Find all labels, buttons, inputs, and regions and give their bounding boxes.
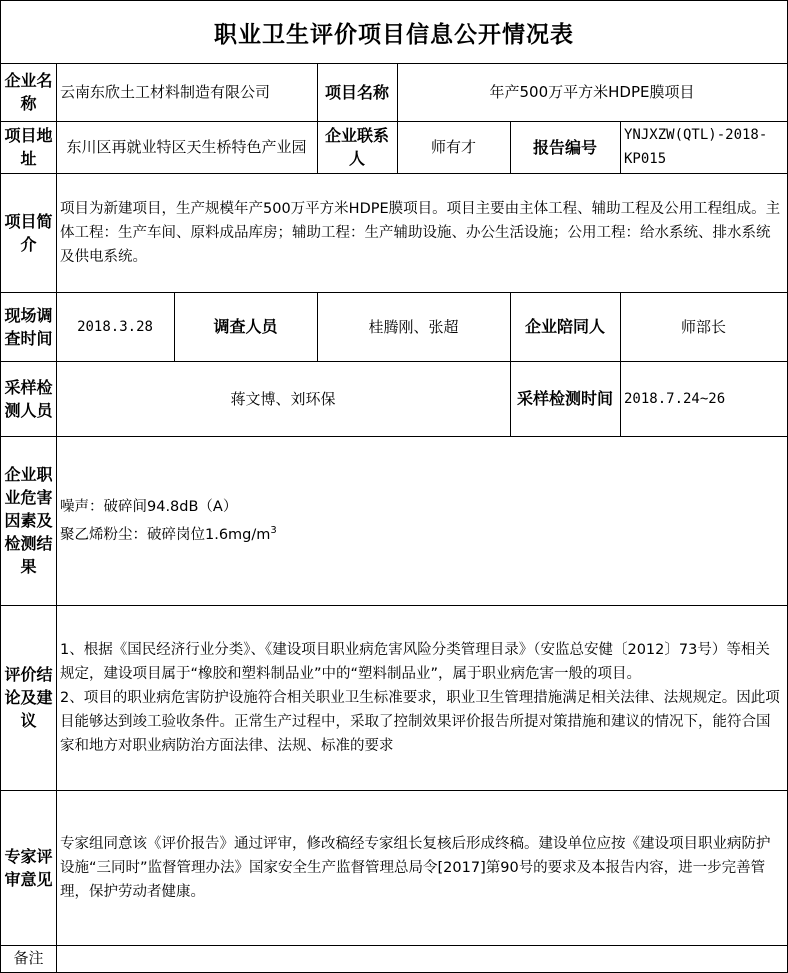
report-number-label: 报告编号 — [510, 121, 621, 174]
project-intro-text: 项目为新建项目，生产规模年产500万平方米HDPE膜项目。项目主要由主体工程、辅助工程及公用工程组成。主体工程：生产车间、原料成品库房；辅助工程：生产辅助设施、办公生活设施；公用工程：给水系统、排水系统及供电系统。 — [56, 173, 788, 293]
report-number-value: YNJXZW(QTL)-2018-KP015 — [620, 121, 788, 174]
hazard-factors-label: 企业职业危害因素及检测结果 — [0, 436, 57, 606]
expert-opinion-label: 专家评审意见 — [0, 790, 57, 946]
escort-label: 企业陪同人 — [510, 292, 621, 362]
survey-time-label: 现场调查时间 — [0, 292, 57, 362]
survey-staff-label: 调查人员 — [174, 292, 318, 362]
survey-staff-value: 桂腾刚、张超 — [317, 292, 511, 362]
cubic-superscript: 3 — [270, 524, 277, 536]
expert-opinion-text: 专家组同意该《评价报告》通过评审，修改稿经专家组长复核后形成终稿。建设单位应按《建设项目职业病防护设施“三同时”监督管理办法》国家安全生产监督管理总局令[2017]第90号的要求及本报告内容，进一步完善管理，保护劳动者健康。 — [56, 790, 788, 946]
sampling-time-label: 采样检测时间 — [510, 361, 621, 437]
project-address-label: 项目地址 — [0, 121, 57, 174]
company-name-label: 企业名称 — [0, 63, 57, 122]
conclusion-label: 评价结论及建议 — [0, 605, 57, 791]
company-name-value: 云南东欣土工材料制造有限公司 — [56, 63, 318, 122]
conclusion-paragraph-1: 1、根据《国民经济行业分类》、《建设项目职业病危害风险分类管理目录》（安监总安健〔2012〕73号）等相关规定，建设项目属于“橡胶和塑料制品业”中的“塑料制品业”，属于职业病危害一般的项目。 — [60, 641, 770, 682]
conclusion-paragraph-2: 2、项目的职业病危害防护设施符合相关职业卫生标准要求，职业卫生管理措施满足相关法律、法规规定。因此项目能够达到竣工验收条件。正常生产过程中，采取了控制效果评价报告所提对策措施和建议的情况下，能符合国家和地方对职业病防治方面法律、法规、标准的要求 — [60, 689, 780, 754]
sampling-staff-value: 蒋文博、刘环保 — [56, 361, 511, 437]
dust-result-text: 聚乙烯粉尘：破碎岗位1.6mg/m — [60, 526, 271, 543]
project-name-label: 项目名称 — [317, 63, 398, 122]
project-name-value: 年产500万平方米HDPE膜项目 — [397, 63, 788, 122]
contact-label: 企业联系人 — [317, 121, 398, 174]
noise-result: 噪声：破碎间94.8dB（A） — [60, 498, 238, 515]
sampling-staff-label: 采样检测人员 — [0, 361, 57, 437]
dust-result — [60, 519, 277, 547]
remark-label: 备注 — [0, 945, 57, 973]
survey-date-value: 2018.3.28 — [56, 292, 175, 362]
table-title: 职业卫生评价项目信息公开情况表 — [0, 0, 788, 64]
hazard-factors-results — [56, 436, 788, 606]
remark-value — [56, 945, 788, 973]
project-intro-label: 项目简介 — [0, 173, 57, 293]
project-address-value: 东川区再就业特区天生桥特色产业园 — [56, 121, 318, 174]
sampling-time-value: 2018.7.24~26 — [620, 361, 788, 437]
conclusion-text — [56, 605, 788, 791]
escort-value: 师部长 — [620, 292, 788, 362]
contact-value: 师有才 — [397, 121, 511, 174]
